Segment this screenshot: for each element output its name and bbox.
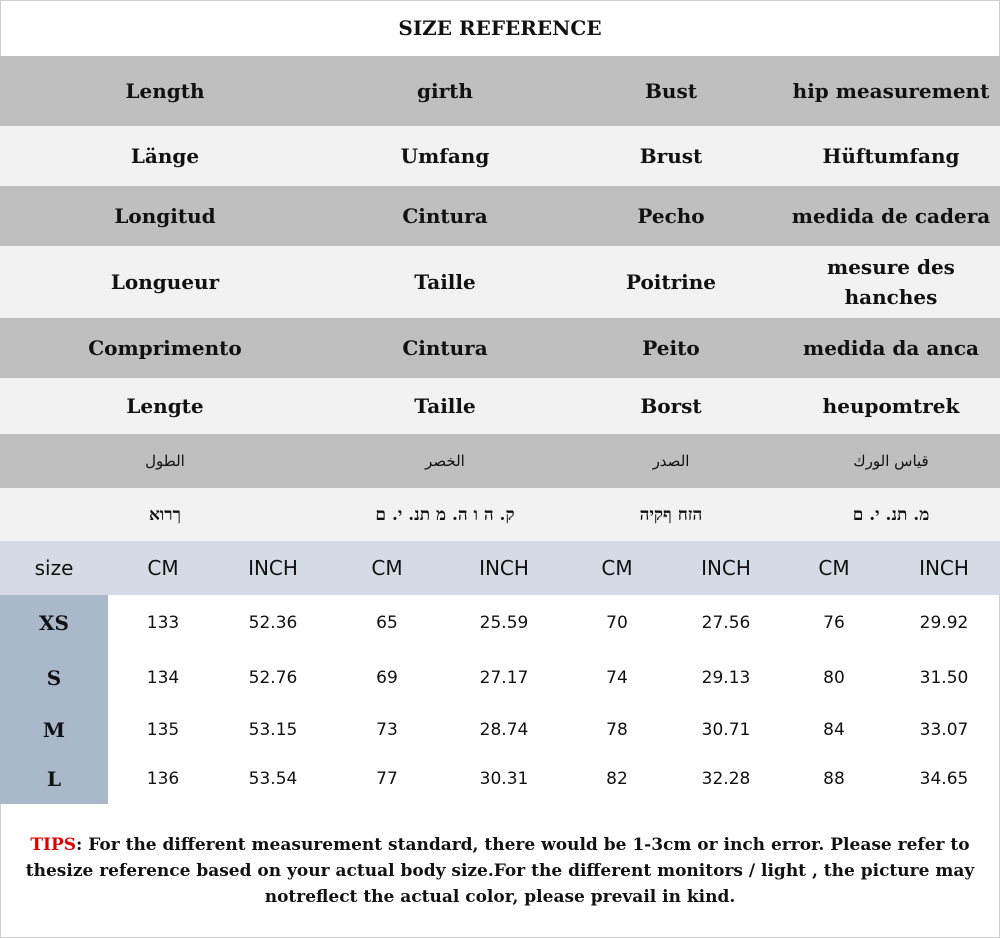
table-cell: 84: [823, 720, 845, 740]
length-label: Länge: [130, 144, 200, 168]
bust-label: Brust: [639, 144, 703, 168]
table-cell: 30.31: [479, 769, 529, 789]
table-cell: 32.28: [701, 769, 751, 789]
bust-inch-header: INCH: [701, 556, 751, 580]
bust-label: Poitrine: [625, 270, 717, 294]
table-cell: 78: [606, 720, 628, 740]
bust-label: Bust: [645, 79, 697, 103]
table-cell: 134: [146, 668, 180, 688]
table-cell: 133: [146, 613, 180, 633]
girth-label: Taille: [414, 394, 476, 418]
table-cell: 34.65: [919, 769, 969, 789]
length-label: الطول: [145, 452, 185, 470]
girth-label: Cintura: [402, 204, 488, 228]
table-cell: 80: [823, 668, 845, 688]
table-cell: 25.59: [479, 613, 529, 633]
bust-label: Borst: [640, 394, 702, 418]
table-cell: 28.74: [479, 720, 529, 740]
table-cell: 69: [376, 668, 398, 688]
table-cell: 135: [146, 720, 180, 740]
hip-cm-header: CM: [818, 556, 850, 580]
table-cell: 74: [606, 668, 628, 688]
table-cell: 53.54: [248, 769, 298, 789]
table-cell: 77: [376, 769, 398, 789]
hip-label: medida de cadera: [791, 204, 991, 228]
length-label: Longitud: [114, 204, 216, 228]
lang-row-hebrew: [0, 488, 1000, 541]
table-row: [0, 755, 1000, 803]
hip-label: medida da anca: [803, 336, 979, 360]
size-s: S: [46, 666, 62, 690]
table-cell: 52.76: [248, 668, 298, 688]
size-l: L: [46, 767, 62, 791]
girth-cm-header: CM: [371, 556, 403, 580]
lang-row-french: [0, 246, 1000, 318]
table-cell: 65: [376, 613, 398, 633]
hip-inch-header: INCH: [919, 556, 969, 580]
hip-label: Hüftumfang: [822, 144, 960, 168]
size-header-label: size: [34, 556, 74, 580]
table-cell: 82: [606, 769, 628, 789]
length-label: Comprimento: [88, 336, 242, 360]
table-cell: 27.17: [479, 668, 529, 688]
table-cell: 70: [606, 613, 628, 633]
bust-label: Peito: [642, 336, 700, 360]
table-cell: 29.13: [701, 668, 751, 688]
size-m: M: [42, 718, 66, 742]
length-label: ךרוא: [149, 504, 181, 525]
length-label: Longueur: [110, 270, 220, 294]
hip-label: mesure des hanches: [827, 255, 955, 309]
table-cell: 88: [823, 769, 845, 789]
length-cm-header: CM: [147, 556, 179, 580]
lang-row-english: [0, 56, 1000, 126]
table-cell: 73: [376, 720, 398, 740]
table-cell: 52.36: [248, 613, 298, 633]
table-cell: 30.71: [701, 720, 751, 740]
girth-label: الخصر: [425, 452, 465, 470]
girth-label: Taille: [414, 270, 476, 294]
tips-label: TIPS: [30, 835, 77, 855]
bust-label: الصدر: [652, 452, 690, 470]
girth-label: Cintura: [402, 336, 488, 360]
hip-label: heupomtrek: [822, 394, 960, 418]
tips-paragraph: [6, 832, 994, 910]
length-inch-header: INCH: [248, 556, 298, 580]
girth-label: Umfang: [400, 144, 490, 168]
tips-text: : For the different measurement standard, there would be 1-3cm or inch error. Please refer to thesize reference based on your actual body size.For the different monitors / light , the picture may notreflect the actual color, please prevail in kind.: [25, 835, 975, 907]
size-table-header: [0, 541, 1000, 595]
girth-inch-header: INCH: [479, 556, 529, 580]
length-label: Lengte: [126, 394, 204, 418]
table-cell: 53.15: [248, 720, 298, 740]
lang-row-portuguese: [0, 318, 1000, 378]
girth-label: ק. ה ו ה. מ תנ. י. ם: [375, 504, 515, 525]
table-cell: 31.50: [919, 668, 969, 688]
size-xs: XS: [39, 611, 69, 635]
table-row: [0, 652, 1000, 704]
table-cell: 76: [823, 613, 845, 633]
lang-row-arabic: [0, 434, 1000, 488]
table-row: [0, 705, 1000, 755]
table-row: [0, 597, 1000, 649]
length-label: Length: [125, 79, 205, 103]
bust-cm-header: CM: [601, 556, 633, 580]
table-cell: 29.92: [919, 613, 969, 633]
table-cell: 27.56: [701, 613, 751, 633]
girth-label: girth: [417, 79, 473, 103]
hip-label: מ. תנ. י. ם: [852, 504, 930, 525]
lang-row-german: [0, 126, 1000, 186]
page-title: SIZE REFERENCE: [398, 16, 602, 40]
hip-label: hip measurement: [792, 79, 990, 103]
bust-label: הזח ףקיה: [639, 504, 703, 525]
table-cell: 136: [146, 769, 180, 789]
bust-label: Pecho: [637, 204, 705, 228]
lang-row-spanish: [0, 186, 1000, 246]
table-cell: 33.07: [919, 720, 969, 740]
hip-label: قياس الورك: [853, 452, 929, 470]
lang-row-dutch: [0, 378, 1000, 434]
